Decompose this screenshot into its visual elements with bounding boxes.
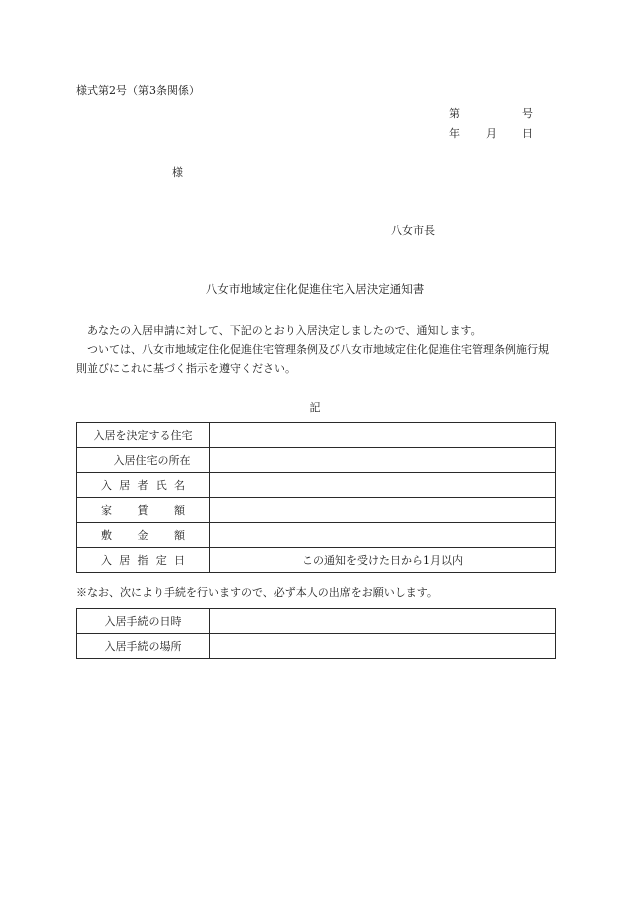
table-row — [77, 548, 556, 573]
issuer-name: 八女市長 — [391, 224, 435, 237]
row-label — [77, 548, 210, 573]
date-day-label: 日 — [522, 127, 533, 140]
row-value — [210, 609, 556, 634]
table-row — [77, 423, 556, 448]
body-paragraph-1: あなたの入居申請に対して、下記のとおり入居決定しましたので、通知します。 — [87, 324, 482, 337]
ki-label: 記 — [309, 401, 321, 414]
attendance-note: ※なお、次により手続を行いますので、必ず本人の出席をお願いします。 — [76, 586, 438, 599]
row-label — [77, 473, 210, 498]
row-label: 入居を決定する住宅 — [77, 423, 210, 448]
date-month-label: 月 — [486, 127, 497, 140]
row-value — [210, 634, 556, 659]
row-label-text: 入居住宅の所在 — [113, 454, 191, 467]
row-label: 入居手続の場所 — [77, 634, 210, 659]
table-row — [77, 634, 556, 659]
row-value — [210, 498, 556, 523]
row-label: 入居手続の日時 — [77, 609, 210, 634]
row-label — [77, 523, 210, 548]
document-number-suffix: 号 — [522, 107, 533, 120]
form-number: 様式第2号（第3条関係） — [76, 84, 200, 97]
date-year-label: 年 — [449, 127, 460, 140]
row-label-text: 入居指定日 — [101, 554, 185, 567]
recipient-honorific: 様 — [172, 166, 183, 179]
row-label — [77, 448, 210, 473]
row-value: この通知を受けた日から1月以内 — [210, 548, 556, 573]
row-label-text: 敷金額 — [101, 529, 185, 542]
table-row — [77, 473, 556, 498]
table-row — [77, 498, 556, 523]
row-value — [210, 473, 556, 498]
body-text — [76, 321, 556, 378]
row-label-text: 入居者氏名 — [101, 479, 185, 492]
row-label — [77, 498, 210, 523]
row-value — [210, 423, 556, 448]
decision-table — [76, 422, 556, 573]
document-title: 八女市地域定住化促進住宅入居決定通知書 — [205, 282, 425, 296]
row-label-text: 家賃額 — [101, 504, 185, 517]
table-row — [77, 523, 556, 548]
procedure-table — [76, 608, 556, 659]
document-number-prefix: 第 — [449, 107, 460, 120]
row-value — [210, 523, 556, 548]
table-row — [77, 609, 556, 634]
body-paragraph-2: ついては、八女市地域定住化促進住宅管理条例及び八女市地域定住化促進住宅管理条例施行規則並びにこれに基づく指示を遵守ください。 — [76, 343, 549, 375]
row-value — [210, 448, 556, 473]
table-row — [77, 448, 556, 473]
